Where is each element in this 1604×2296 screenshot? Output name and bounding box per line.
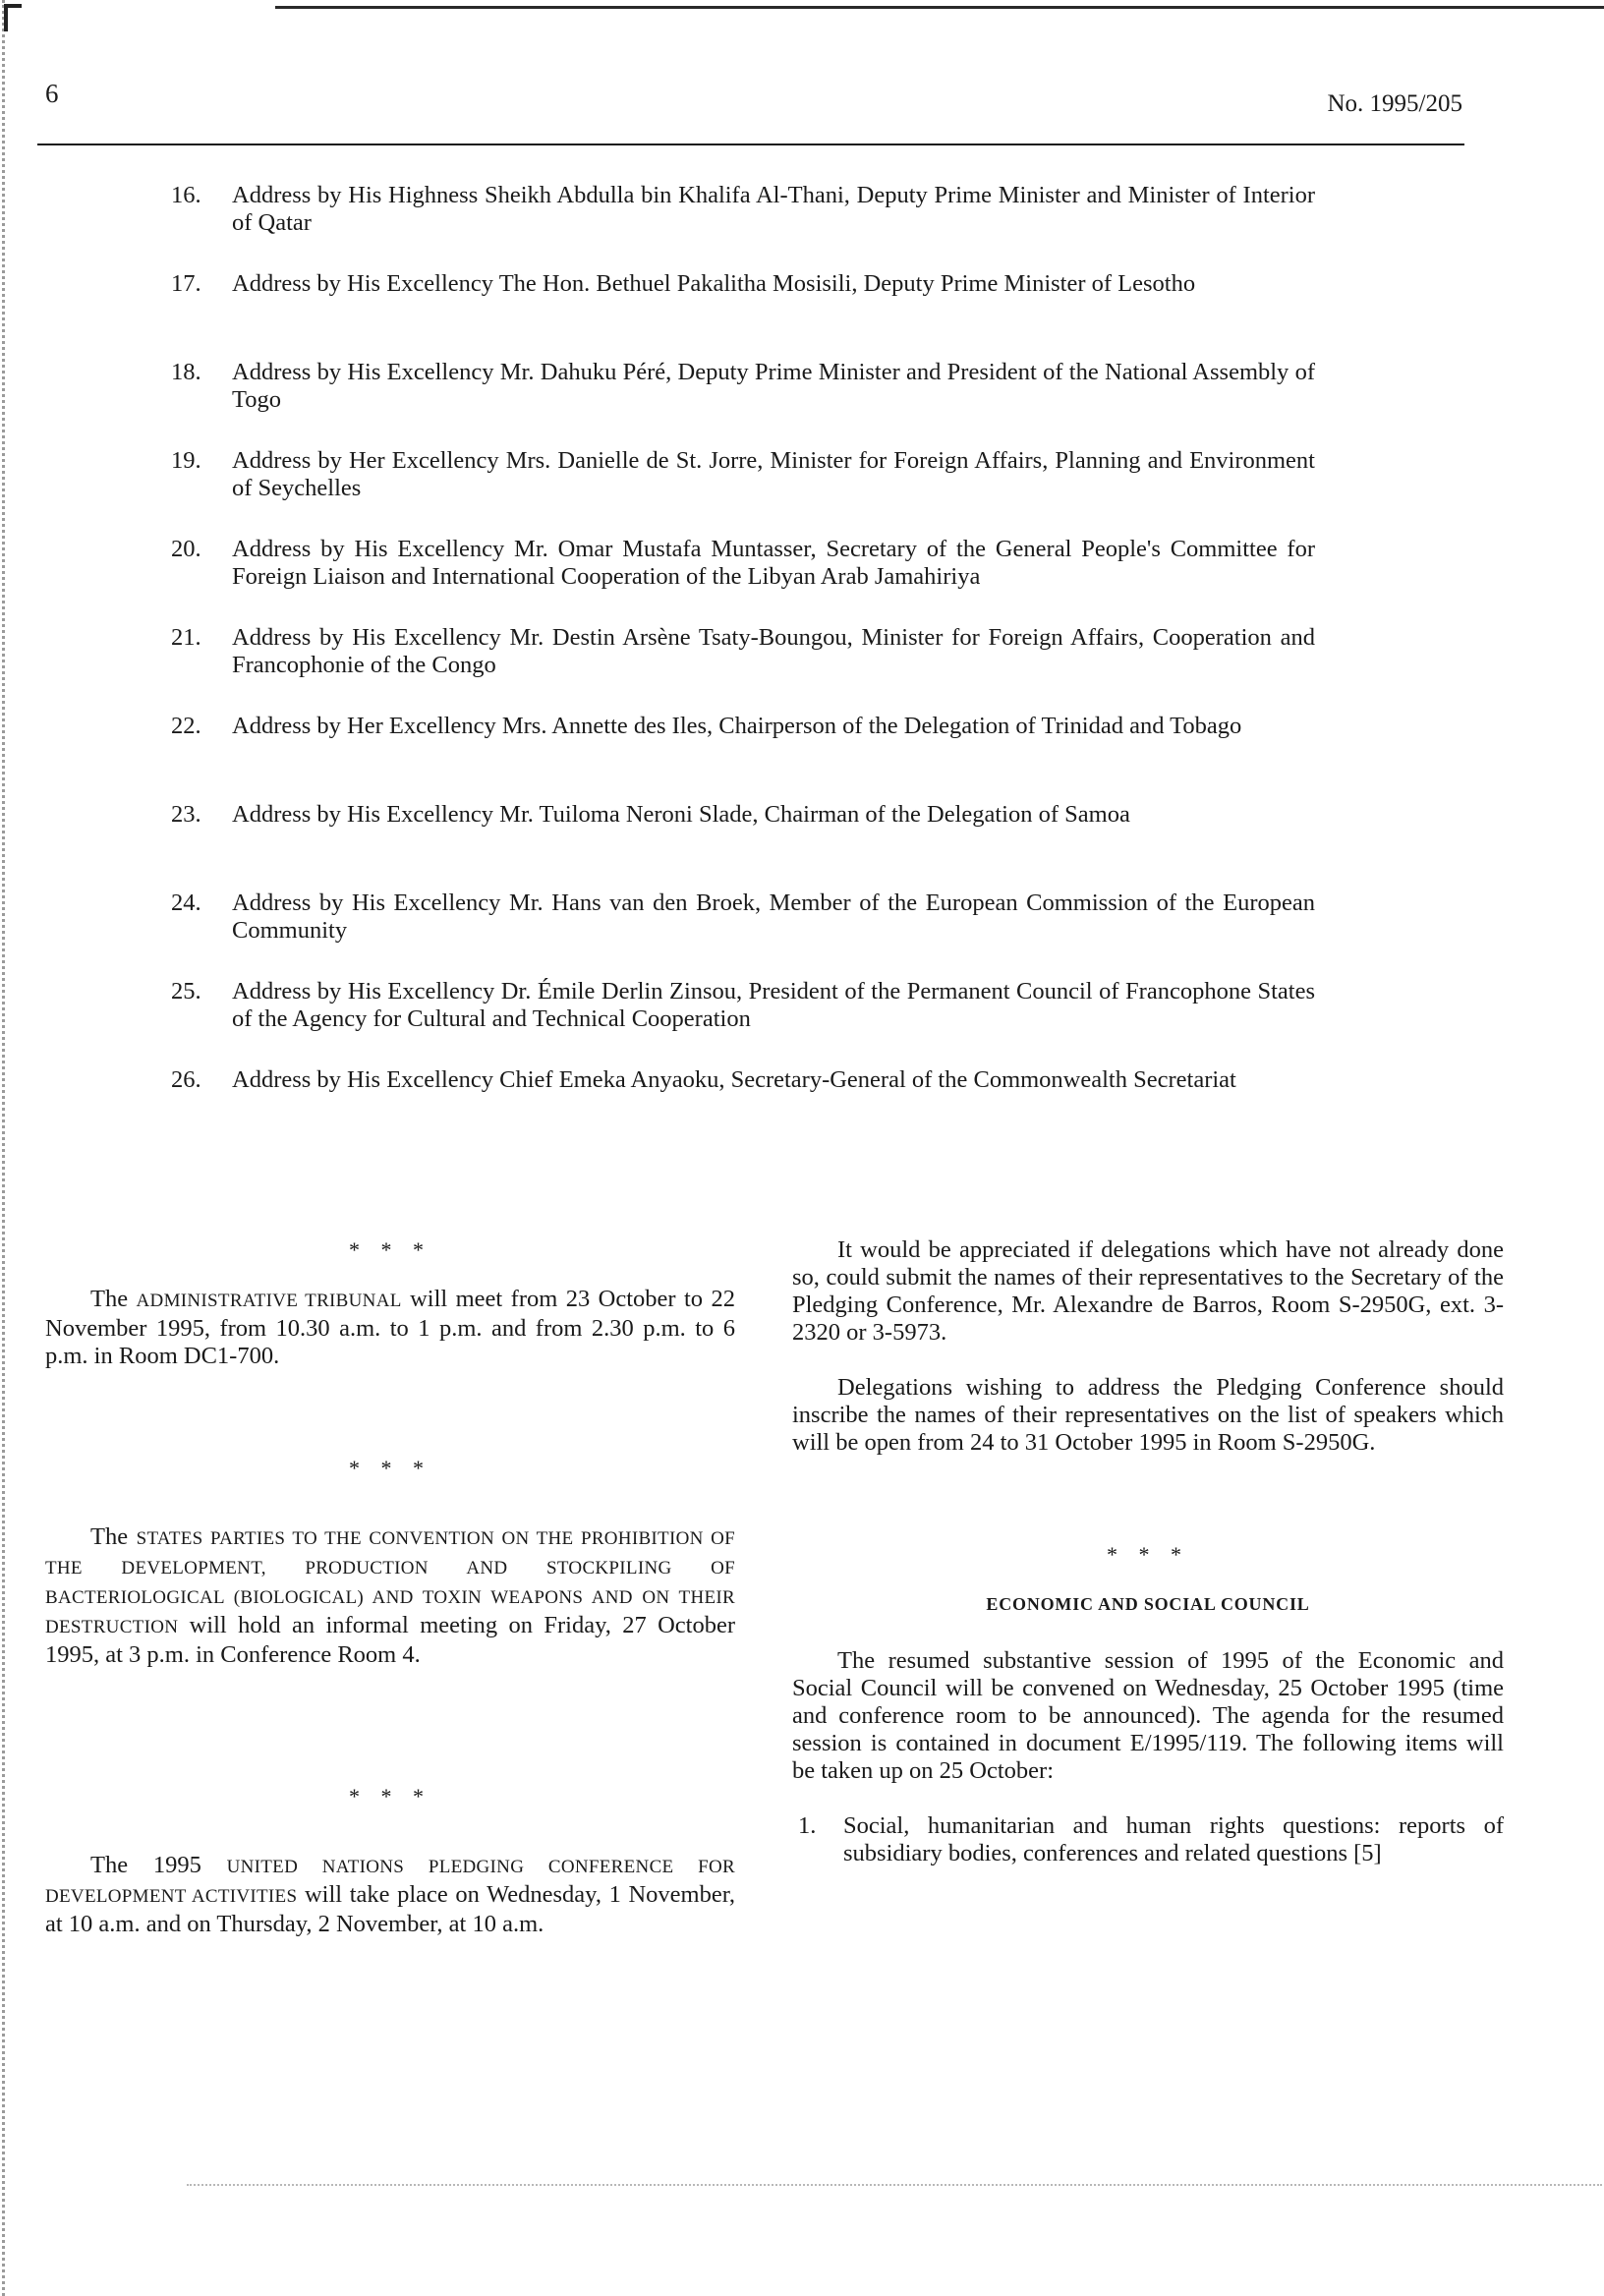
footer-rule <box>187 2184 1602 2186</box>
list-item <box>165 801 1315 890</box>
header-rule <box>37 144 1464 145</box>
speaker-list <box>165 182 1315 1155</box>
convention-name: STATES PARTIES TO THE CONVENTION ON THE PROHIBITION OF THE DEVELOPMENT, PRODUCTION AND STOCKPILING OF BACTERIOLOGICAL (BIOLOGICAL) AND TOXIN WEAPONS AND ON THEIR DESTRUCTION <box>45 1528 736 1637</box>
pledging-representatives-paragraph: It would be appreciated if delegations which have not already done so, could submit the names of their representatives to the Secretary of the Pledging Conference, Mr. Alexandre de Barros, Room S-2950G, ext. 3-2320 or 3-5973. <box>792 1236 1504 1346</box>
list-item-number: 21. <box>171 624 201 651</box>
list-item-number: 18. <box>171 359 201 385</box>
list-item-number: 16. <box>171 182 201 208</box>
pledging-speakers-paragraph: Delegations wishing to address the Pledging Conference should inscribe the names of their representatives on the list of speakers which will be open from 24 to 31 October 1995 in Room S-2950G. <box>792 1374 1504 1456</box>
agenda-item-text: Social, humanitarian and human rights questions: reports of subsidiary bodies, conferences and related questions [5] <box>843 1812 1504 1866</box>
list-item-number: 19. <box>171 447 201 474</box>
list-item-number: 26. <box>171 1066 201 1093</box>
list-item <box>165 359 1315 447</box>
tribunal-notice: The ADMINISTRATIVE TRIBUNAL will meet from 23 October to 22 November 1995, from 10.30 a.m. to 1 p.m. and from 2.30 p.m. to 6 p.m. in Room DC1-700. <box>45 1286 735 1369</box>
right-column <box>792 1236 1504 1867</box>
list-item-number: 20. <box>171 536 201 562</box>
list-item-text: Address by His Excellency Chief Emeka Anyaoku, Secretary-General of the Commonwealth Secretariat <box>232 1066 1236 1093</box>
list-item <box>165 270 1315 359</box>
list-item-number: 25. <box>171 978 201 1004</box>
list-item-text: Address by His Excellency Mr. Destin Arsène Tsaty-Boungou, Minister for Foreign Affairs, Cooperation and Francophonie of the Congo <box>232 624 1315 678</box>
list-item-number: 17. <box>171 270 201 297</box>
list-item-number: 23. <box>171 801 201 828</box>
list-item-text: Address by Her Excellency Mrs. Danielle de St. Jorre, Minister for Foreign Affairs, Planning and Environment of Seychelles <box>232 447 1315 501</box>
ecosoc-heading: ECONOMIC AND SOCIAL COUNCIL <box>986 1594 1310 1614</box>
list-item-text: Address by His Excellency Mr. Omar Mustafa Muntasser, Secretary of the General People's Committee for Foreign Liaison and International Cooperation of the Libyan Arab Jamahiriya <box>232 536 1315 590</box>
section-separator: * * * <box>349 1237 431 1262</box>
page-scan-edge <box>2 0 5 2296</box>
section-separator: * * * <box>349 1456 431 1480</box>
list-item <box>165 978 1315 1066</box>
list-item <box>165 536 1315 624</box>
list-item <box>165 713 1315 801</box>
pledging-conference-name: UNITED NATIONS PLEDGING CONFERENCE FOR DEVELOPMENT ACTIVITIES <box>45 1857 735 1907</box>
agenda-item-number: 1. <box>798 1812 817 1839</box>
list-item-text: Address by His Excellency Mr. Hans van den Broek, Member of the European Commission of the European Community <box>232 890 1315 944</box>
list-item-number: 22. <box>171 713 201 739</box>
list-item-text: Address by His Excellency Mr. Tuiloma Neroni Slade, Chairman of the Delegation of Samoa <box>232 801 1130 828</box>
convention-notice: The STATES PARTIES TO THE CONVENTION ON THE PROHIBITION OF THE DEVELOPMENT, PRODUCTION AND STOCKPILING OF BACTERIOLOGICAL (BIOLOGICAL) AND TOXIN WEAPONS AND ON THEIR DESTRUCTION will hold an informal meeting on Friday, 27 October 1995, at 3 p.m. in Conference Room 4. <box>45 1523 736 1668</box>
document-number: No. 1995/205 <box>1327 90 1462 117</box>
list-item-text: Address by His Highness Sheikh Abdulla bin Khalifa Al-Thani, Deputy Prime Minister and Minister of Interior of Qatar <box>232 182 1315 236</box>
list-item-text: Address by His Excellency Dr. Émile Derlin Zinsou, President of the Permanent Council of Francophone States of the Agency for Cultural and Technical Cooperation <box>232 978 1315 1032</box>
pledging-notice: The 1995 UNITED NATIONS PLEDGING CONFERENCE FOR DEVELOPMENT ACTIVITIES will take place on Wednesday, 1 November, at 10 a.m. and on Thursday, 2 November, at 10 a.m. <box>45 1852 736 1937</box>
page-corner-mark <box>4 4 22 31</box>
list-item <box>165 624 1315 713</box>
page-number: 6 <box>45 79 59 108</box>
list-item-number: 24. <box>171 890 201 916</box>
list-item-text: Address by His Excellency Mr. Dahuku Péré, Deputy Prime Minister and President of the National Assembly of Togo <box>232 359 1315 413</box>
list-item-text: Address by Her Excellency Mrs. Annette des Iles, Chairperson of the Delegation of Trinidad and Tobago <box>232 713 1242 739</box>
page-top-rule <box>275 6 1604 9</box>
list-item <box>165 182 1315 270</box>
left-column <box>45 1236 735 1938</box>
section-separator: * * * <box>349 1784 431 1808</box>
list-item <box>165 447 1315 536</box>
section-separator: * * * <box>1107 1542 1189 1567</box>
list-item-text: Address by His Excellency The Hon. Bethuel Pakalitha Mosisili, Deputy Prime Minister of Lesotho <box>232 270 1196 297</box>
list-item <box>165 890 1315 978</box>
list-item <box>165 1066 1315 1155</box>
ecosoc-paragraph: The resumed substantive session of 1995 of the Economic and Social Council will be convened on Wednesday, 25 October 1995 (time and conference room to be announced). The agenda for the resumed session is contained in document E/1995/119. The following items will be taken up on 25 October: <box>792 1647 1504 1784</box>
tribunal-name: ADMINISTRATIVE TRIBUNAL <box>136 1291 402 1311</box>
agenda-item <box>792 1812 1504 1867</box>
